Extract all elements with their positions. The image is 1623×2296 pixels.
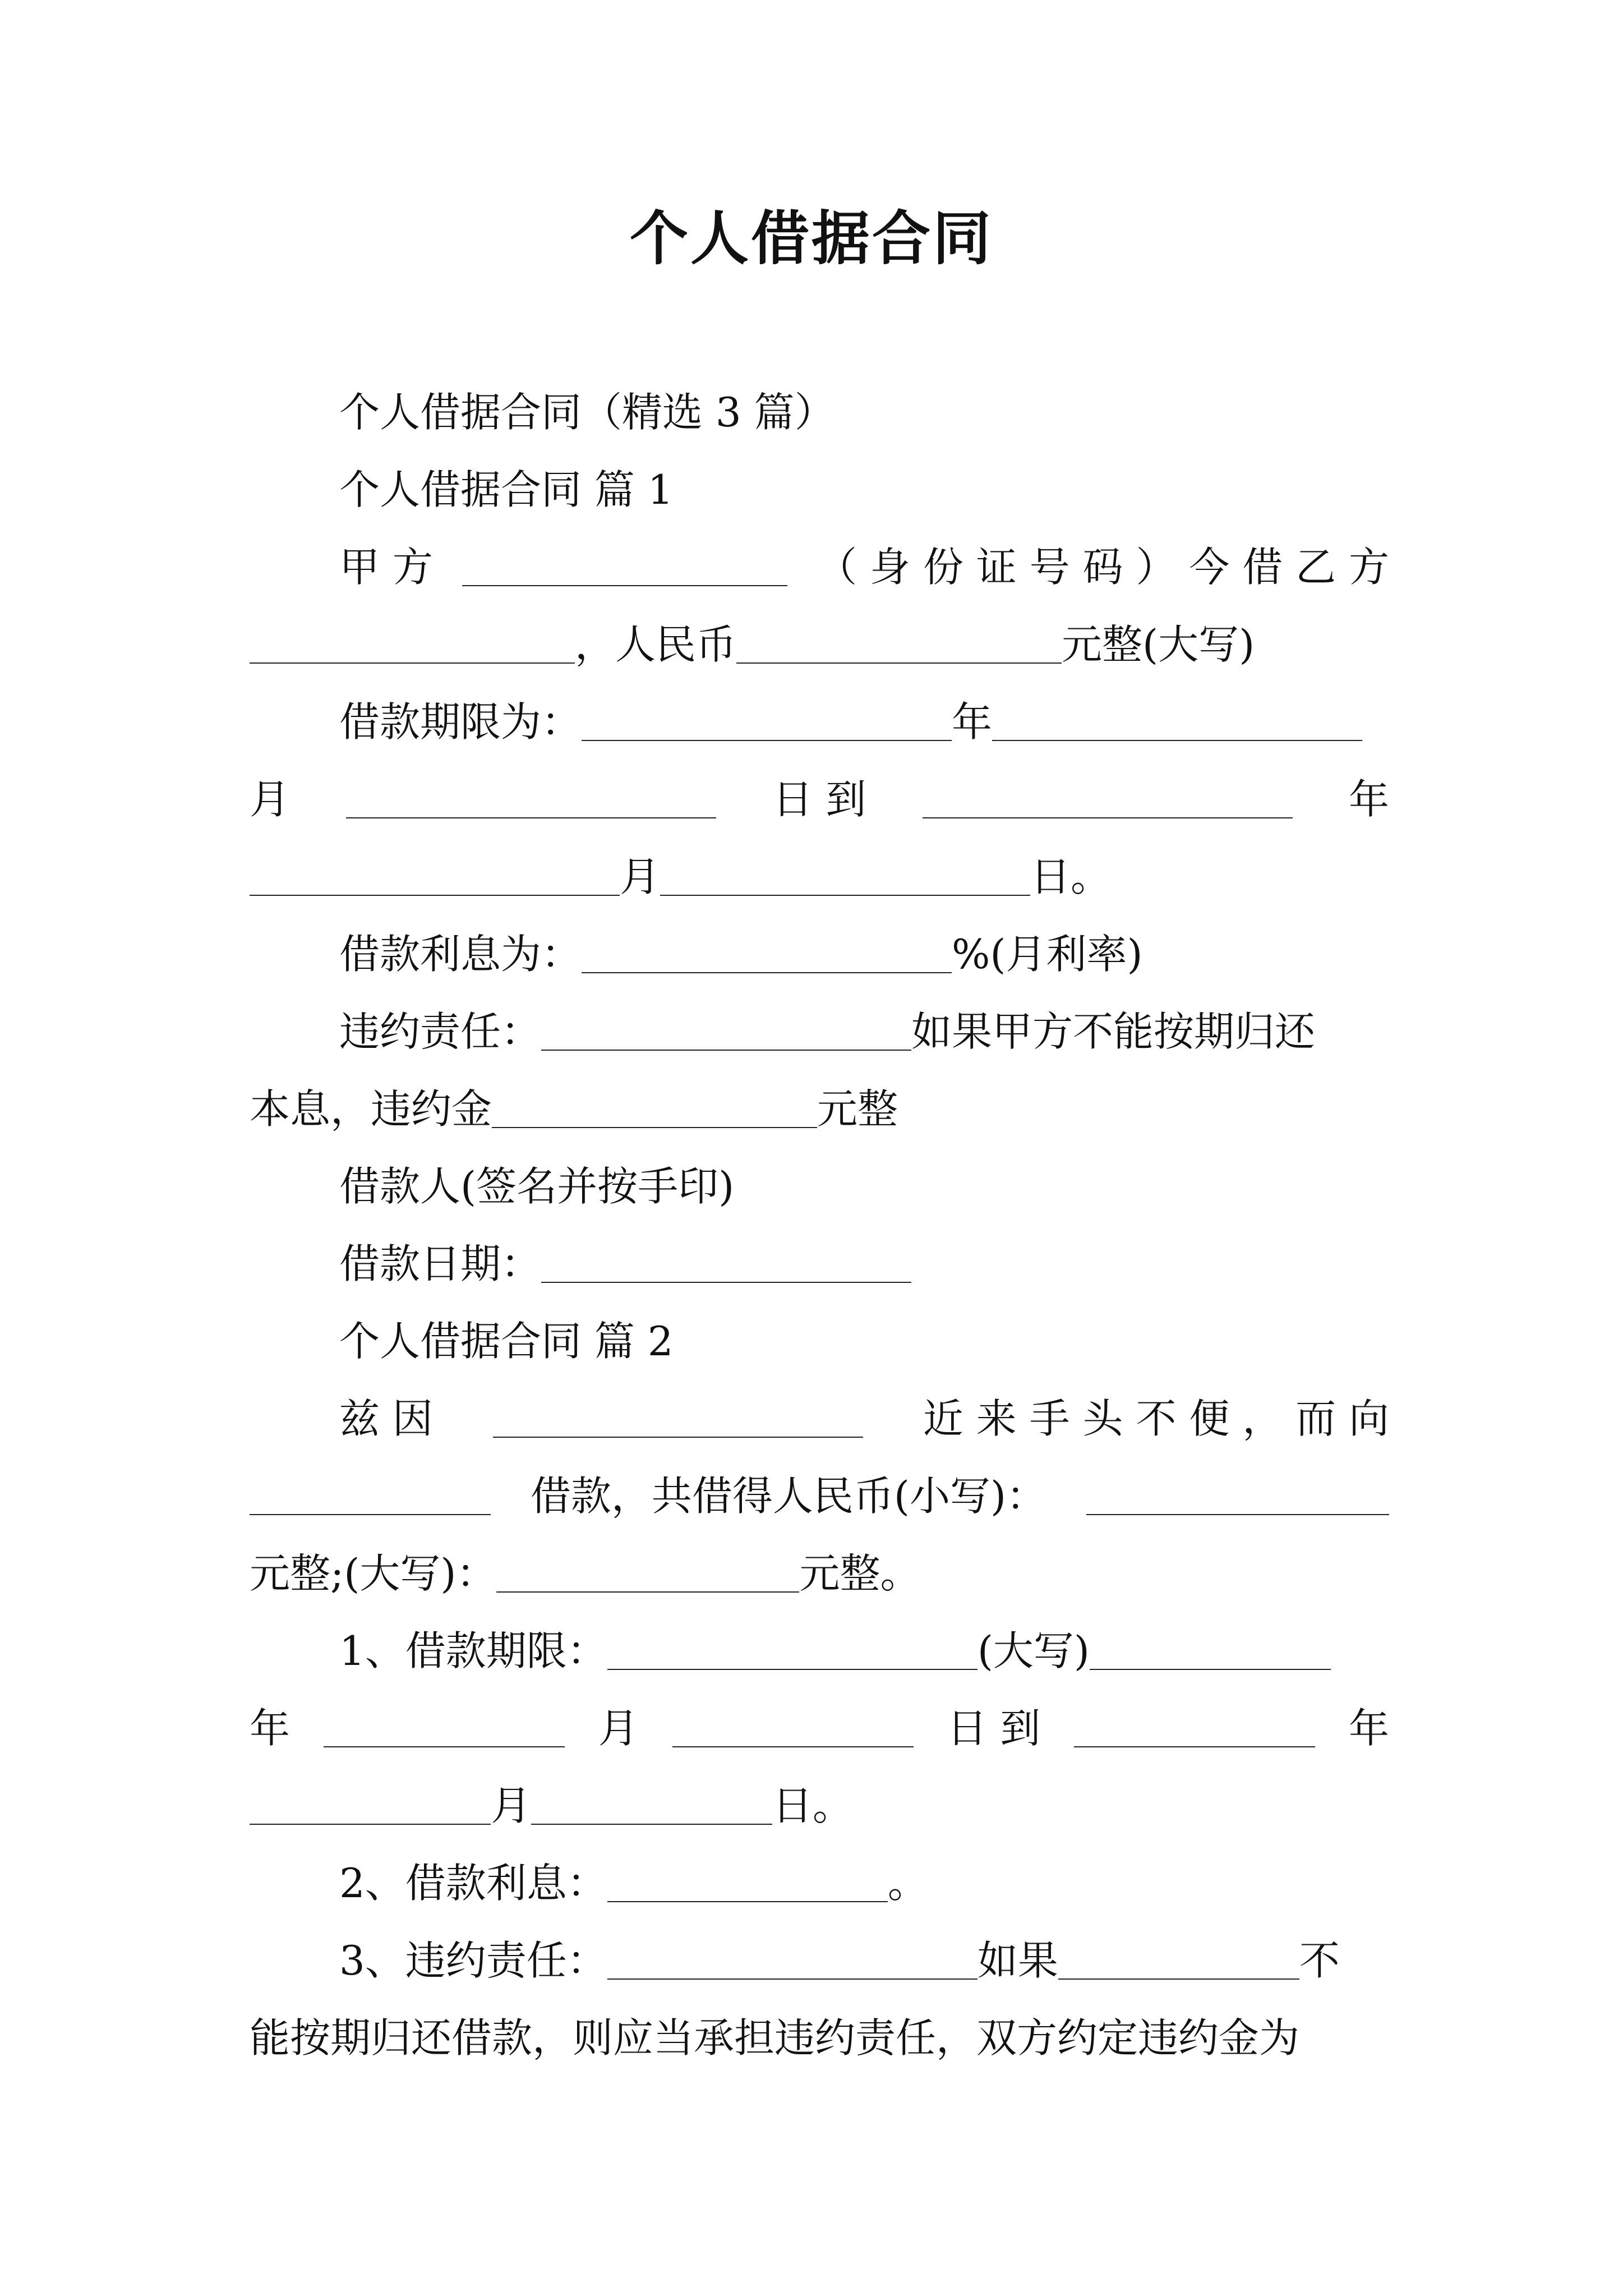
part1-l7-b: 如果甲方不能按期归还 [911, 1008, 1316, 1055]
part1-l3-b: 年 [952, 698, 993, 746]
part2-l4-a: 1、借款期限： [339, 1627, 607, 1674]
blank-id-number[interactable] [462, 585, 787, 586]
blank-amount[interactable] [736, 662, 1062, 664]
part1-l9: 借款人(签名并按手印) [339, 1163, 735, 1210]
part2-l8-b: 如果 [977, 1937, 1058, 1984]
part1-line1 [250, 528, 1389, 606]
part1-l6-b: %(月利率) [952, 931, 1143, 978]
blank-penalty[interactable] [492, 1127, 817, 1128]
part2-l8-c: 不 [1299, 1937, 1340, 1984]
part1-line4 [250, 760, 1389, 839]
part2-l5-a: 年 [250, 1705, 291, 1752]
blank-lender-name[interactable] [250, 1514, 491, 1515]
blank-loan-date[interactable] [541, 1282, 911, 1283]
intro-text: 个人借据合同（精选 3 篇） [339, 389, 835, 436]
part1-l2-a: ，人民币 [575, 621, 737, 668]
blank-end-year[interactable] [923, 817, 1293, 818]
part1-l7-a: 违约责任： [339, 1008, 542, 1055]
part2-l7-b: 。 [887, 1860, 928, 1907]
part1-heading-text: 个人借据合同 篇 1 [339, 466, 674, 513]
part2-l2-a: 借款，共借得人民币(小写)： [530, 1473, 1047, 1520]
blank-liability[interactable] [541, 1050, 911, 1051]
part1-line3 [250, 683, 1389, 761]
part2-l9: 能按期归还借款，则应当承担违约责任，双方约定违约金为 [250, 2014, 1300, 2062]
blank-party-b[interactable] [250, 662, 575, 664]
part1-heading [250, 450, 1389, 529]
blank-term-upper[interactable] [1090, 1669, 1331, 1670]
part1-l4-c: 年 [1348, 776, 1389, 823]
part2-l7-a: 2、借款利息： [339, 1860, 607, 1907]
part2-l1-a: 兹 因 [339, 1395, 433, 1442]
part1-line2 [250, 605, 1389, 684]
part2-line2 [250, 1457, 1389, 1535]
part2-l5-b: 月 [598, 1705, 639, 1752]
part2-l3-a: 元整;(大写)： [250, 1550, 497, 1597]
part2-l5-c: 日 到 [947, 1705, 1041, 1752]
part2-line3 [250, 1534, 1389, 1613]
part2-l6-b: 日。 [772, 1782, 854, 1829]
blank-interest-rate[interactable] [582, 972, 952, 973]
part2-heading-text: 个人借据合同 篇 2 [339, 1318, 674, 1365]
part1-l3-a: 借款期限为： [339, 698, 582, 746]
blank-p2-start-month[interactable] [324, 1746, 565, 1747]
blank-start-month[interactable] [992, 740, 1362, 741]
part2-l8-a: 3、违约责任： [339, 1937, 607, 1984]
blank-amount-lower[interactable] [1086, 1514, 1389, 1515]
blank-term[interactable] [607, 1669, 978, 1670]
part1-l4-a: 月 [250, 776, 291, 823]
part1-line5 [250, 838, 1389, 916]
part1-l5-a: 月 [620, 853, 661, 900]
part1-line10 [250, 1225, 1389, 1303]
part2-line7 [250, 1844, 1389, 1922]
part1-line6 [250, 915, 1389, 993]
part1-l10: 借款日期： [339, 1240, 542, 1287]
part1-l1-a: 甲 方 [339, 544, 433, 591]
blank-amount-upper[interactable] [496, 1591, 799, 1593]
part1-line9 [250, 1147, 1389, 1226]
part2-line1 [250, 1379, 1389, 1458]
blank-p2-end-day[interactable] [531, 1824, 772, 1825]
part2-heading [250, 1302, 1389, 1381]
part1-l1-b: （ 身 份 证 号 码 ） 今 借 乙 方 [817, 544, 1389, 591]
part2-line5 [250, 1689, 1389, 1768]
part1-l8-a: 本息，违约金 [250, 1085, 492, 1133]
part1-l8-b: 元整 [817, 1085, 898, 1133]
part2-l5-d: 年 [1348, 1705, 1389, 1752]
part1-line8 [250, 1070, 1389, 1148]
document-title: 个人借据合同 [629, 204, 993, 273]
part2-line6 [250, 1766, 1389, 1845]
blank-borrower-name[interactable] [493, 1437, 863, 1438]
blank-start-year[interactable] [582, 740, 952, 741]
part1-l6-a: 借款利息为： [339, 931, 582, 978]
blank-p2-liability[interactable] [607, 1978, 978, 1980]
part2-line4 [250, 1612, 1389, 1690]
blank-end-day[interactable] [660, 895, 1030, 896]
blank-end-month[interactable] [250, 895, 620, 896]
part1-l4-b: 日 到 [772, 776, 866, 823]
part2-l4-b: (大写) [977, 1627, 1090, 1674]
part1-line7 [250, 992, 1389, 1071]
blank-p2-end-month[interactable] [250, 1824, 491, 1825]
part1-l5-b: 日。 [1030, 853, 1112, 900]
blank-p2-start-day[interactable] [672, 1746, 914, 1747]
part2-line9 [250, 1999, 1389, 2077]
blank-p2-end-year[interactable] [1074, 1746, 1315, 1747]
part1-l2-b: 元整(大写) [1062, 621, 1255, 668]
blank-p2-interest[interactable] [607, 1901, 888, 1902]
part2-line8 [250, 1921, 1389, 2000]
blank-p2-party[interactable] [1058, 1978, 1299, 1980]
blank-start-day[interactable] [346, 817, 716, 818]
part2-l1-b: 近 来 手 头 不 便 ， 而 向 [923, 1395, 1389, 1442]
intro-line [250, 373, 1389, 452]
part2-l6-a: 月 [491, 1782, 532, 1829]
part2-l3-b: 元整。 [799, 1550, 921, 1597]
